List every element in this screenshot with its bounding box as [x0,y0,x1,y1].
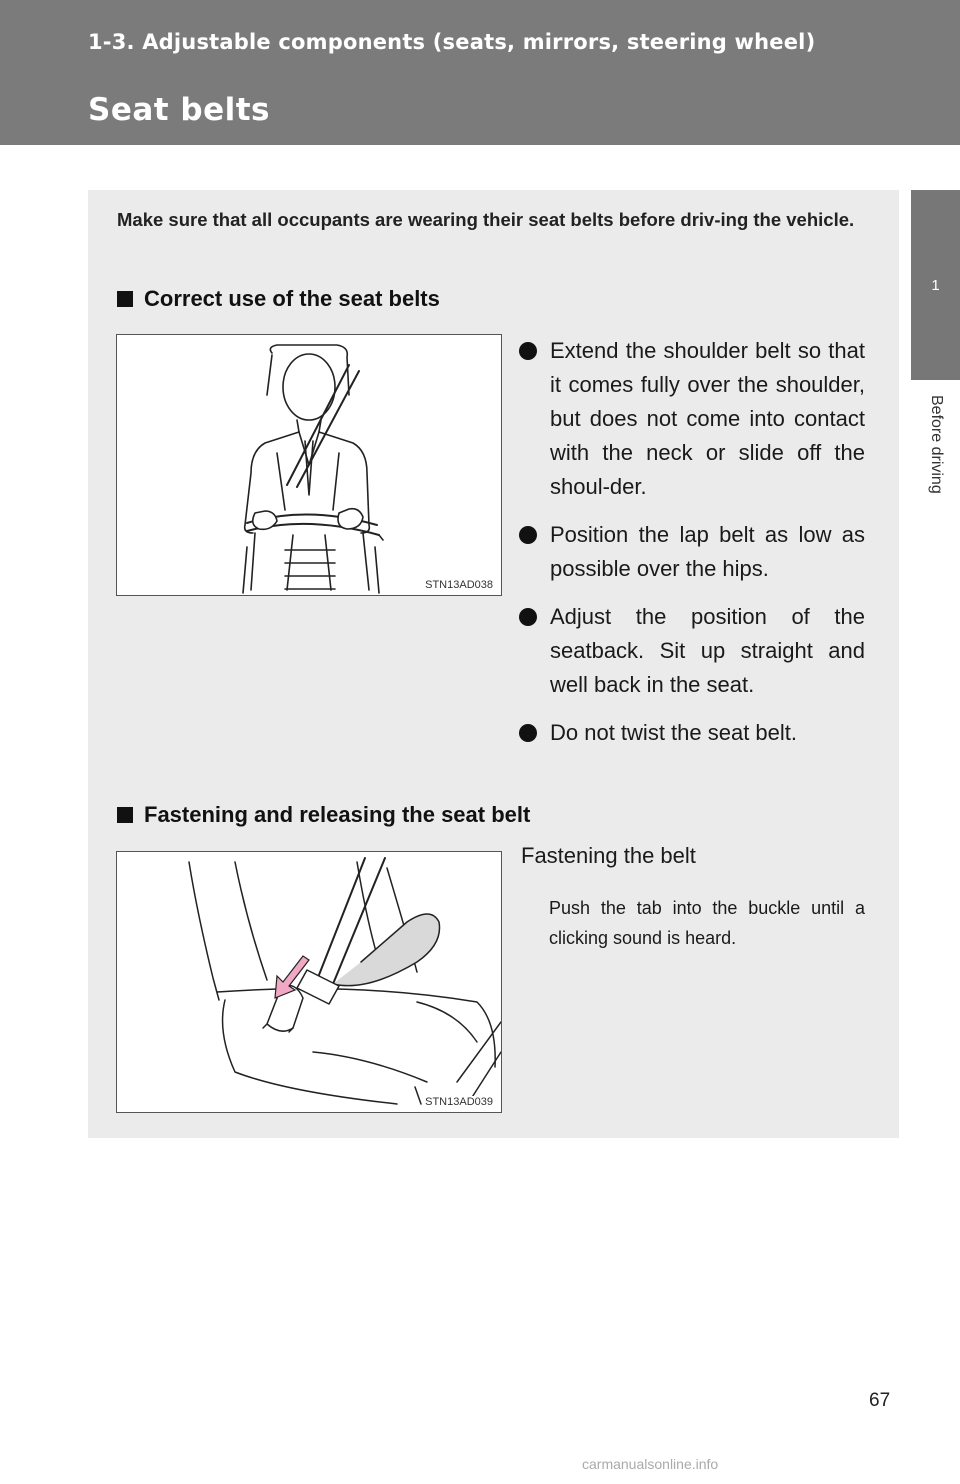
figure-code: STN13AD039 [425,1096,493,1108]
chapter-number: 1 [931,276,940,294]
section-title: 1-3. Adjustable components (seats, mirrors, steering wheel) [88,30,816,54]
seated-person-illustration [117,335,501,595]
list-item [519,334,865,504]
list-item [519,716,865,750]
square-marker-icon [117,807,133,823]
section-heading-fastening [117,802,530,828]
bullet-text: Position the lap belt as low as possible over the hips. [550,522,865,581]
section-heading-text: Correct use of the seat belts [144,286,440,311]
chapter-label: Before driving [928,395,945,494]
page-title: Seat belts [88,92,270,128]
list-item [519,518,865,586]
step-label: Fastening the belt [521,843,696,868]
bullet-dot-icon [519,608,537,626]
section-heading-correct-use [117,286,440,312]
bullet-dot-icon [519,724,537,742]
figure-code: STN13AD038 [425,579,493,591]
bullet-text: Adjust the position of the seatback. Sit up straight and well back in the seat. [550,604,865,697]
chapter-tab [911,190,960,380]
intro-text: Make sure that all occupants are wearing their seat belts before driv-ing the vehicle. [117,209,855,230]
square-marker-icon [117,291,133,307]
bullet-text: Do not twist the seat belt. [550,720,798,745]
watermark: carmanualsonline.info [582,1456,719,1472]
bullet-text: Extend the shoulder belt so that it comes fully over the shoulder, but does not come into contact with the neck or slide off the shoul-der. [550,338,865,499]
figure-seatbelt-posture [116,334,502,596]
seat-buckle-illustration [117,852,501,1112]
page-number: 67 [869,1390,891,1411]
bullet-dot-icon [519,342,537,360]
usage-bullet-list [519,334,865,764]
list-item [519,600,865,702]
step-text: Push the tab into the buckle until a clicking sound is heard. [549,898,865,948]
section-heading-text: Fastening and releasing the seat belt [144,802,531,827]
figure-buckle [116,851,502,1113]
bullet-dot-icon [519,526,537,544]
page-header [0,0,960,145]
